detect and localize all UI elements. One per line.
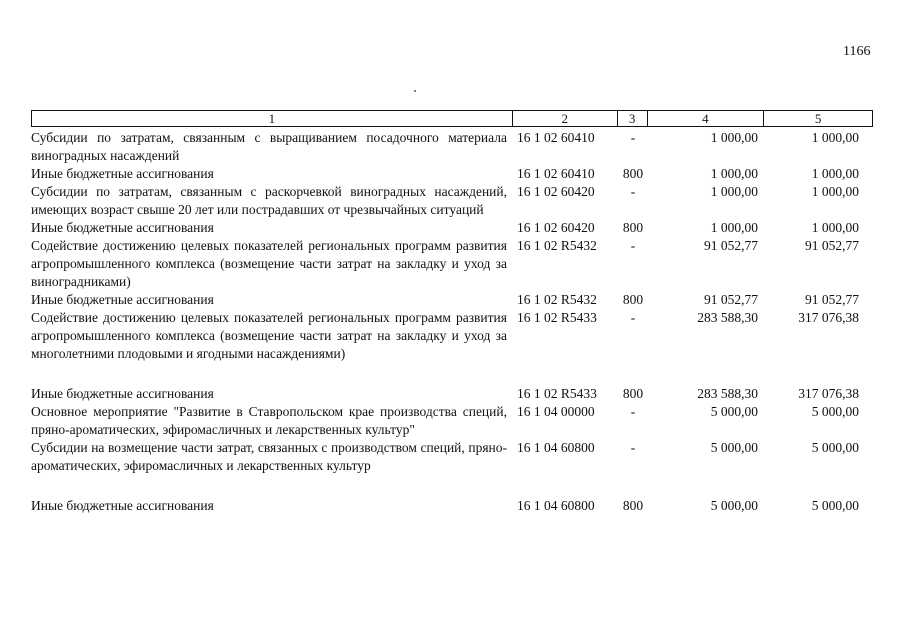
row-type: - [630, 404, 636, 419]
row-amount-5: 317 076,38 [798, 310, 859, 325]
row-type: 800 [622, 498, 644, 513]
row-name: Иные бюджетные ассигнования [31, 386, 214, 401]
row-name: Иные бюджетные ассигнования [31, 292, 214, 307]
table-row [31, 237, 873, 291]
row-code: 16 1 02 R5433 [517, 310, 597, 325]
row-code: 16 1 02 R5432 [517, 292, 597, 307]
table-row [31, 165, 873, 183]
row-amount-4: 5 000,00 [710, 404, 758, 419]
row-name: Содействие достижению целевых показателей региональных программ развития агропромышленного комплекса (возмещение части затрат на закладку и уход за виноградниками) [31, 238, 507, 289]
row-amount-5: 1 000,00 [811, 220, 859, 235]
header-col-5: 5 [814, 111, 822, 126]
row-name: Иные бюджетные ассигнования [31, 220, 214, 235]
row-type: 800 [622, 166, 644, 181]
row-amount-5: 317 076,38 [798, 386, 859, 401]
row-name: Субсидии на возмещение части затрат, связанных с производством специй, пряно-ароматических, эфиромасличных и лекарственных культур [31, 440, 507, 473]
row-type: - [630, 130, 636, 145]
table-row [31, 291, 873, 309]
row-amount-5: 1 000,00 [811, 184, 859, 199]
row-name: Субсидии по затратам, связанным с выращиванием посадочного материала виноградных насаждений [31, 130, 507, 163]
row-amount-5: 5 000,00 [811, 498, 859, 513]
table-row [31, 309, 873, 363]
header-col-4: 4 [648, 111, 765, 126]
row-code: 16 1 02 60420 [517, 184, 595, 199]
row-type: 800 [622, 292, 644, 307]
row-amount-4: 5 000,00 [710, 440, 758, 455]
table-body [31, 129, 873, 515]
row-name: Иные бюджетные ассигнования [31, 498, 214, 513]
row-amount-4: 1 000,00 [710, 220, 758, 235]
row-amount-4: 1 000,00 [710, 130, 758, 145]
table-row [31, 403, 873, 439]
row-amount-5: 91 052,77 [805, 238, 859, 253]
row-name: Субсидии по затратам, связанным с раскорчевкой виноградных насаждений, имеющих возраст свыше 20 лет или пострадавших от чрезвычайных ситуаций [31, 184, 507, 217]
row-code: 16 1 02 R5433 [517, 386, 597, 401]
row-type: - [630, 184, 636, 199]
row-amount-5: 1 000,00 [811, 166, 859, 181]
row-type: - [630, 310, 636, 325]
row-name: Содействие достижению целевых показателей региональных программ развития агропромышленного комплекса (возмещение части затрат на закладку и уход за многолетними плодовыми и ягодными насаждениями) [31, 310, 507, 361]
table-row [31, 219, 873, 237]
row-code: 16 1 02 60410 [517, 166, 595, 181]
row-code: 16 1 02 R5432 [517, 238, 597, 253]
table-row [31, 439, 873, 475]
page-number: 1166 [843, 44, 871, 59]
header-col-3: 3 [618, 111, 648, 126]
table-row [31, 183, 873, 219]
row-type: 800 [622, 386, 644, 401]
row-amount-5: 5 000,00 [811, 440, 859, 455]
row-amount-4: 283 588,30 [697, 386, 758, 401]
table-row [31, 129, 873, 165]
header-col-2: 2 [513, 111, 618, 126]
row-name: Иные бюджетные ассигнования [31, 166, 214, 181]
table-row [31, 497, 873, 515]
row-type: - [630, 238, 636, 253]
row-name: Основное мероприятие "Развитие в Ставропольском крае производства специй, пряно-ароматических, эфиромасличных и лекарственных культур" [31, 404, 507, 437]
scan-speck [414, 90, 416, 92]
row-code: 16 1 02 60420 [517, 220, 595, 235]
row-amount-4: 5 000,00 [710, 498, 758, 513]
row-amount-5: 1 000,00 [811, 130, 859, 145]
row-code: 16 1 02 60410 [517, 130, 595, 145]
row-type: - [630, 440, 636, 455]
row-amount-4: 283 588,30 [697, 310, 758, 325]
row-amount-4: 91 052,77 [704, 292, 758, 307]
table-row [31, 385, 873, 403]
row-code: 16 1 04 60800 [517, 440, 595, 455]
header-col-1: 1 [32, 111, 513, 126]
row-type: 800 [622, 220, 644, 235]
table-header [31, 110, 873, 127]
row-amount-5: 91 052,77 [805, 292, 859, 307]
row-amount-4: 91 052,77 [704, 238, 758, 253]
row-amount-4: 1 000,00 [710, 184, 758, 199]
row-code: 16 1 04 00000 [517, 404, 595, 419]
row-amount-4: 1 000,00 [710, 166, 758, 181]
row-code: 16 1 04 60800 [517, 498, 595, 513]
row-amount-5: 5 000,00 [811, 404, 859, 419]
